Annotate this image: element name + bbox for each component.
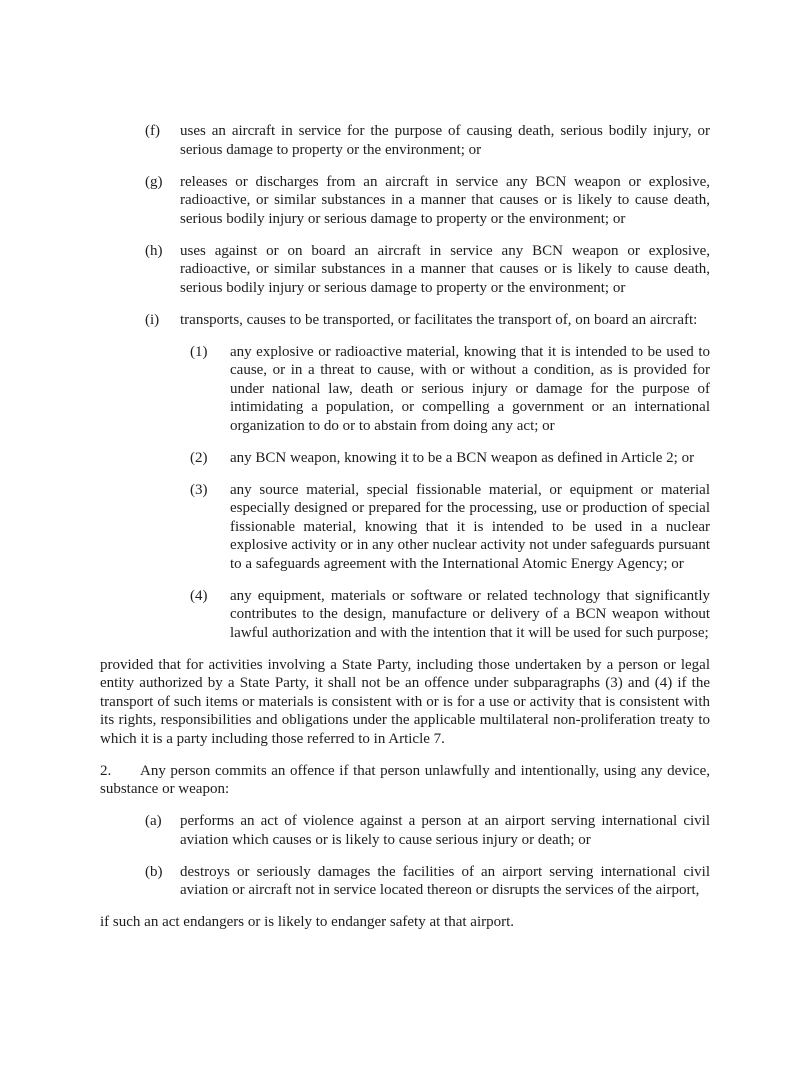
list-marker-i: (i): [145, 311, 160, 328]
sublist-item-1: [100, 343, 710, 436]
list-item-g-text: releases or discharges from an aircraft in service any BCN weapon or explosive, radioactive, or similar substances in a manner that causes or is likely to cause death, serious bodily injury or serious damage to property or the environment; or: [180, 173, 710, 227]
sublist-item-3-text: any source material, special fissionable material, or equipment or material especially designed or prepared for the processing, use or production of special fissionable material, knowing that it is intended to be used in a nuclear explosive activity or in any other nuclear activity not under safeguards pursuant to a safeguards agreement with the International Atomic Energy Agency; or: [230, 481, 710, 572]
list-marker-g: (g): [145, 173, 163, 190]
sublist-marker-3: (3): [190, 481, 208, 498]
sublist-marker-2: (2): [190, 449, 208, 466]
closing-paragraph: if such an act endangers or is likely to endanger safety at that airport.: [100, 914, 515, 930]
list-item-a: [100, 812, 710, 849]
sublist-item-4-text: any equipment, materials or software or related technology that significantly contributes to the design, manufacture or delivery of a BCN weapon without lawful authorization and with the intention that it will be used for such purpose;: [230, 587, 710, 641]
list-item-i: [100, 311, 710, 330]
list-item-b: [100, 863, 710, 900]
list-item-g: [100, 173, 710, 229]
paragraph-2: [100, 762, 710, 799]
paragraph-2-number: 2.: [100, 762, 112, 779]
sublist-marker-1: (1): [190, 343, 208, 360]
list-item-f: [100, 122, 710, 159]
list-marker-h: (h): [145, 242, 163, 259]
list-item-h: [100, 242, 710, 298]
paragraph-2-text: Any person commits an offence if that person unlawfully and intentionally, using any device, substance or weapon:: [100, 762, 710, 797]
sublist-item-1-text: any explosive or radioactive material, knowing that it is intended to be used to cause, or in a threat to cause, with or without a condition, as is provided for under national law, death or serious injury or damage for the purpose of intimidating a population, or compelling a government or an international organization to do or to abstain from doing any act; or: [230, 343, 710, 434]
list-item-a-text: performs an act of violence against a person at an airport serving international civil aviation which causes or is likely to cause serious injury or death; or: [180, 813, 710, 848]
sublist-marker-4: (4): [190, 587, 208, 604]
list-marker-b: (b): [145, 863, 163, 880]
sublist-item-4: [100, 587, 710, 643]
sublist-item-2-text: any BCN weapon, knowing it to be a BCN weapon as defined in Article 2; or: [230, 449, 695, 466]
list-marker-a: (a): [145, 813, 162, 829]
list-item-h-text: uses against or on board an aircraft in service any BCN weapon or explosive, radioactive, or similar substances in a manner that causes or is likely to cause death, serious bodily injury or serious damage to property or the environment; or: [180, 242, 710, 296]
list-item-b-text: destroys or seriously damages the facilities of an airport serving international civil aviation or aircraft not in service located thereon or disrupts the services of the airport,: [180, 863, 710, 898]
list-item-f-text: uses an aircraft in service for the purpose of causing death, serious bodily injury, or serious damage to property or the environment; or: [180, 123, 710, 158]
sublist-item-3: [100, 481, 710, 574]
sublist-item-2: [100, 449, 710, 468]
list-item-i-text: transports, causes to be transported, or facilitates the transport of, on board an aircraft:: [180, 311, 698, 328]
proviso-paragraph: provided that for activities involving a State Party, including those undertaken by a person or legal entity authorized by a State Party, it shall not be an offence under subparagraphs (3) and (4) if the transport of such items or materials is consistent with or is for a use or activity that is consistent with its rights, responsibilities and obligations under the applicable multilateral non-proliferation treaty to which it is a party including those referred to in Article 7.: [100, 656, 710, 747]
list-marker-f: (f): [145, 123, 160, 139]
